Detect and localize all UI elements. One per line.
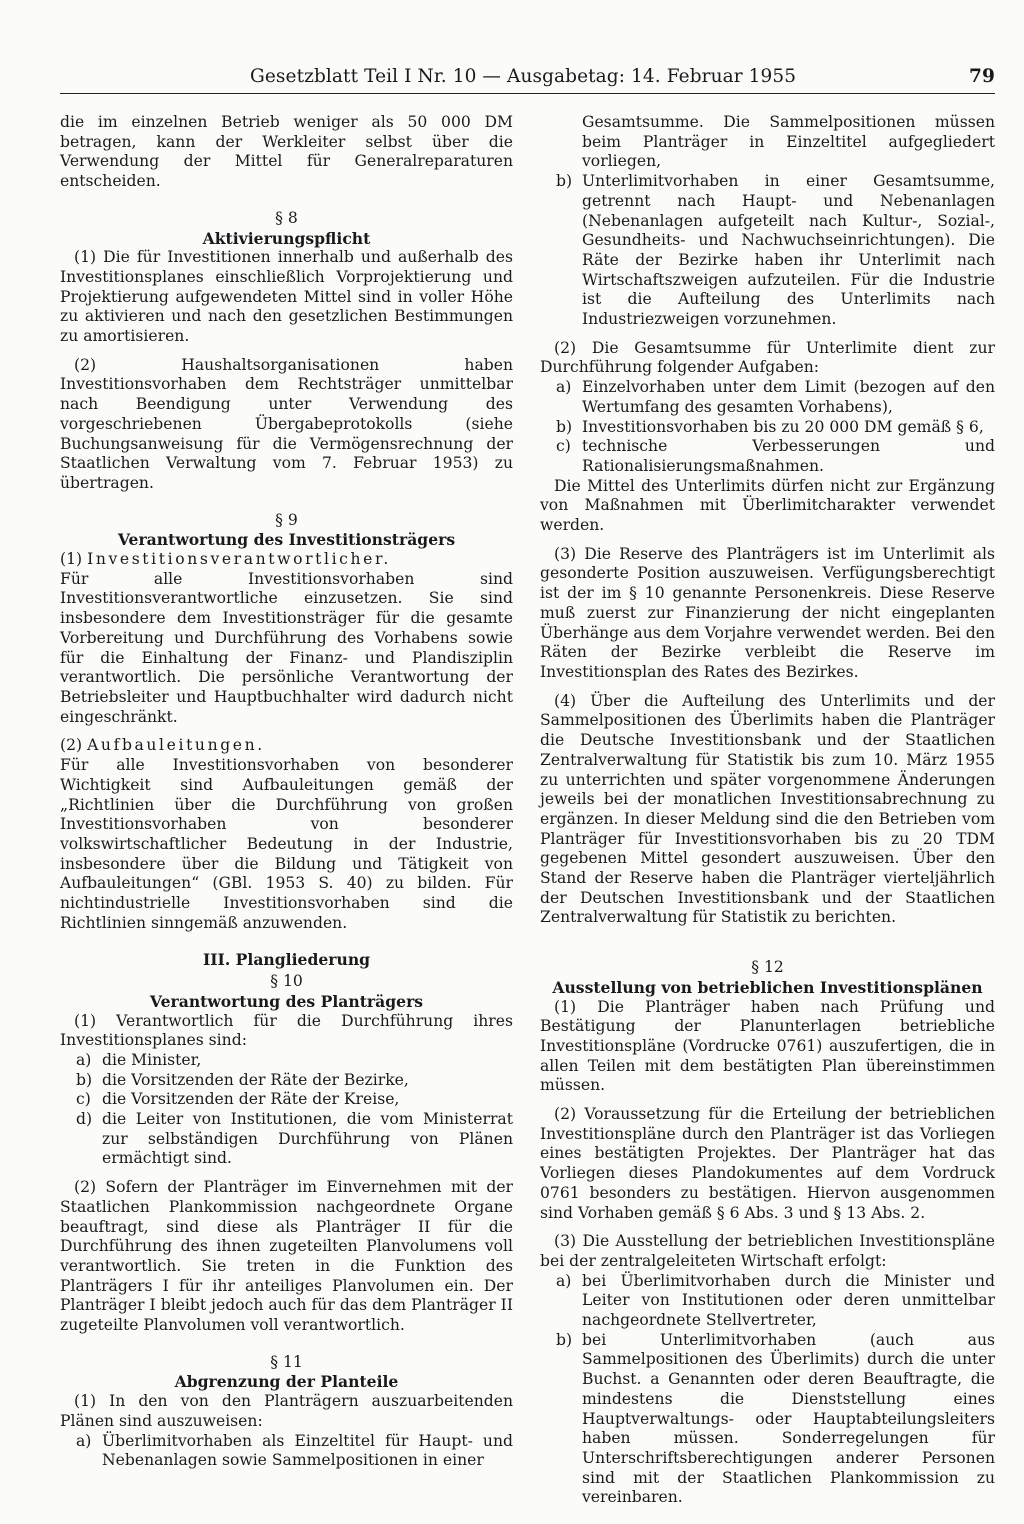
list-item (540, 437, 995, 476)
list-text: die Vorsitzenden der Räte der Kreise, (102, 1090, 400, 1109)
list-text: bei Unterlimitvorhaben (auch aus Sammelpositionen des Überlimits) durch die unter Buchst. a Genannten oder deren Beauftragte, die mindestens die Dienststellung eines Hauptverwaltungs- oder Hauptabteilungsleiters haben müssen. Sonderregelungen für Unterschriftsberechtigungen anderer Personen sind mit der Staatlichen Plankommission zu vereinbaren. (582, 1330, 995, 1507)
list-label: d) (76, 1110, 93, 1129)
list-item (60, 1110, 513, 1169)
paragraph: (1) Die Planträger haben nach Prüfung und Bestätigung der Planunterlagen betriebliche Investitionspläne (Vordrucke 0761) auszufertigen, die in allen Teilen mit dem bestätigten Plan übereinstimmen müssen. (540, 997, 995, 1095)
section-number: § 12 (751, 958, 784, 977)
list-item (60, 1090, 513, 1110)
list-text: Einzelvorhaben unter dem Limit (bezogen auf den Wertumfang des gesamten Vorhabens), (582, 378, 995, 416)
paragraph: (2) Sofern der Planträger im Einvernehmen mit der Staatlichen Plankommission nachgeordnete Organe beauftragt, sind diese als Planträger II für die Durchführung des ihnen zugeteilten Planvolumens voll verantwortlich. Sie treten in die Funktion des Planträgers I für ihr anteiliges Planvolumen ein. Der Planträger I bleibt jedoch auch für das dem Planträger II zugeteilte Planvolumen voll verantwortlich. (60, 1178, 513, 1335)
paragraph-heading (60, 736, 513, 756)
list-text: die Minister, (102, 1050, 202, 1069)
list-text: technische Verbesserungen und Rationalisierungsmaßnahmen. (582, 437, 995, 475)
section-title: Abgrenzung der Planteile (174, 1372, 399, 1392)
list-label: c) (556, 437, 571, 456)
list-text: die Vorsitzenden der Räte der Bezirke, (102, 1070, 409, 1089)
section-title: Ausstellung von betrieblichen Investitionsplänen (552, 977, 983, 997)
list-label: b) (556, 172, 573, 191)
list-item (60, 1071, 513, 1091)
list-label: b) (556, 1330, 573, 1349)
list-item (60, 1432, 513, 1471)
paragraph: (3) Die Reserve des Planträgers ist im Unterlimit als gesonderte Position auszuweisen. Verfügungsberechtigt ist der im § 10 genannte Personenkreis. Diese Reserve muß zuerst zur Finanzierung der nicht eingeplanten Überhänge aus dem Vorjahre verwendet werden. Bei den Räten der Bezirke verbleibt die Reserve im Investitionsplan des Rates des Bezirkes. (540, 544, 995, 681)
list-text: bei Überlimitvorhaben durch die Minister und Leiter von Institutionen oder deren unmittelbar nachgeordnete Stellvertreter, (582, 1271, 995, 1330)
paragraph: Für alle Investitionsvorhaben von besonderer Wichtigkeit sind Aufbauleitungen gemäß der „Richtlinien über die Durchführung von großen Investitionsvorhaben von besonderer volkswirtschaftlicher Bedeutung in der Industrie, insbesondere über die Bildung und Tätigkeit von Aufbauleitungen“ (GBl. 1953 S. 40) zu bilden. Für nichtindustrielle Investitionsvorhaben sind die Richtlinien sinngemäß anzuwenden. (60, 756, 513, 932)
list-label: a) (556, 1271, 572, 1290)
list-label: b) (76, 1070, 93, 1089)
paragraph: (1) Die für Investitionen innerhalb und außerhalb des Investitionsplanes einschließlich Vorprojektierung und Projektierung aufgewendeten Mittel sind in voller Höhe zu aktivieren und nach den gesetzlichen Bestimmungen zu amortisieren. (60, 248, 513, 346)
paragraph: Für alle Investitionsvorhaben sind Investitionsverantwortliche einzusetzen. Sie sind insbesondere dem Investitionsträger für die gesamte Vorbereitung und Durchführung des Vorhabens sowie für die Einhaltung der Finanz- und Plandisziplin verantwortlich. Die persönliche Verantwortung der Betriebsleiter und Hauptbuchhalter wird dadurch nicht eingeschränkt. (60, 569, 513, 726)
paragraph: (2) Voraussetzung für die Erteilung der betrieblichen Investitionspläne durch den Planträger ist das Vorliegen eines bestätigten Projektes. Der Planträger hat das Vorliegen dieses Plandokumentes auf dem Vordruck 0761 besonders zu bestätigen. Hiervon ausgenommen sind Vorhaben gemäß § 6 Abs. 3 und § 13 Abs. 2. (540, 1105, 995, 1222)
list-label: b) (556, 417, 573, 436)
list-item (540, 378, 995, 417)
paragraph: (3) Die Ausstellung der betrieblichen Investitionspläne bei der zentralgeleiteten Wirtschaft erfolgt: (540, 1232, 995, 1270)
list-label: a) (76, 1431, 92, 1450)
list-item-continuation (540, 113, 995, 172)
section-number: § 9 (275, 510, 298, 529)
list-text: Gesamtsumme. Die Sammelpositionen müssen beim Planträger in Einzeltitel aufgegliedert vorliegen, (582, 113, 995, 171)
list-text: Überlimitvorhaben als Einzeltitel für Haupt- und Nebenanlagen sowie Sammelpositionen in einer (102, 1431, 513, 1470)
section-number: § 8 (275, 208, 298, 227)
header-rule (60, 93, 995, 94)
section-title: Aktivierungspflicht (202, 228, 371, 248)
section-title: Verantwortung des Investitionsträgers (117, 530, 456, 550)
list-label: c) (76, 1090, 91, 1109)
list-text: die Leiter von Institutionen, die vom Ministerrat zur selbständigen Durchführung von Plänen ermächtigt sind. (102, 1110, 513, 1168)
list-label: a) (76, 1050, 92, 1069)
section-number: § 10 (270, 972, 303, 991)
paragraph: (2) Die Gesamtsumme für Unterlimite dient zur Durchführung folgender Aufgaben: (540, 338, 995, 377)
gazette-title: Gesetzblatt Teil I Nr. 10 — Ausgabetag: 14. Februar 1955 (250, 66, 797, 87)
page-number: 79 (969, 66, 995, 87)
list-label: a) (556, 378, 572, 397)
list-item (540, 172, 995, 330)
list-item (60, 1051, 513, 1071)
list-item (540, 1331, 995, 1508)
list-item (540, 418, 995, 438)
section-number: § 11 (270, 1352, 303, 1371)
paragraph-subhead: Aufbauleitungen. (87, 736, 265, 755)
list-text: Unterlimitvorhaben in einer Gesamtsumme, getrennt nach Haupt- und Nebenanlagen (Nebenanlagen aufgeteilt nach Kultur-, Sozial-, Gesundheits- und Nachwuchseinrichtungen). Die Räte der Bezirke haben ihr Unterlimit nach Wirtschaftszweigen aufzuteilen. Für die Industrie ist die Aufteilung des Unterlimits nach Industriezweigen vorzunehmen. (582, 172, 995, 329)
paragraph-label: (1) (60, 550, 83, 569)
page-header (60, 60, 995, 92)
list-item (540, 1272, 995, 1331)
right-column (540, 113, 995, 1508)
section-title: Verantwortung des Planträgers (149, 991, 424, 1011)
part-heading: III. Plangliederung (202, 950, 371, 970)
paragraph: die im einzelnen Betrieb weniger als 50 000 DM betragen, kann der Werkleiter selbst über die Verwendung der Mittel für Generalreparaturen entscheiden. (60, 113, 513, 191)
paragraph-heading (60, 550, 513, 570)
paragraph: (4) Über die Aufteilung des Unterlimits und der Sammelpositionen des Überlimits haben die Planträger die Deutsche Investitionsbank und der Staatlichen Zentralverwaltung für Statistik bis zum 10. März 1955 zu unterrichten und später vorgenommene Änderungen jeweils bei der monatlichen Investitionsabrechnung zu ergänzen. In dieser Meldung sind die den Betrieben vom Planträger für Investitionsvorhaben bis zu 20 TDM gegebenen Mittel gesondert auszuweisen. Über den Stand der Reserve haben die Planträger vierteljährlich der Deutschen Investitionsbank und der Staatlichen Zentralverwaltung für Statistik zu berichten. (540, 691, 995, 927)
paragraph: (1) Verantwortlich für die Durchführung ihres Investitionsplanes sind: (60, 1011, 513, 1050)
paragraph: (2) Haushaltsorganisationen haben Investitionsvorhaben dem Rechtsträger unmittelbar nach Beendigung unter Verwendung des vorgeschriebenen Übergabeprotokolls (siehe Buchungsanweisung für die Vermögensrechnung der Staatlichen Verwaltung vom 7. Februar 1953) zu übertragen. (60, 355, 513, 492)
paragraph-subhead: Investitionsverantwortlicher. (87, 550, 391, 569)
list-text: Investitionsvorhaben bis zu 20 000 DM gemäß § 6, (582, 417, 984, 436)
paragraph: Die Mittel des Unterlimits dürfen nicht zur Ergänzung von Maßnahmen mit Überlimitcharakter verwendet werden. (540, 476, 995, 535)
paragraph-label: (2) (60, 736, 83, 755)
paragraph: (1) In den von den Planträgern auszuarbeitenden Plänen sind auszuweisen: (60, 1392, 513, 1430)
left-column (60, 113, 513, 1471)
